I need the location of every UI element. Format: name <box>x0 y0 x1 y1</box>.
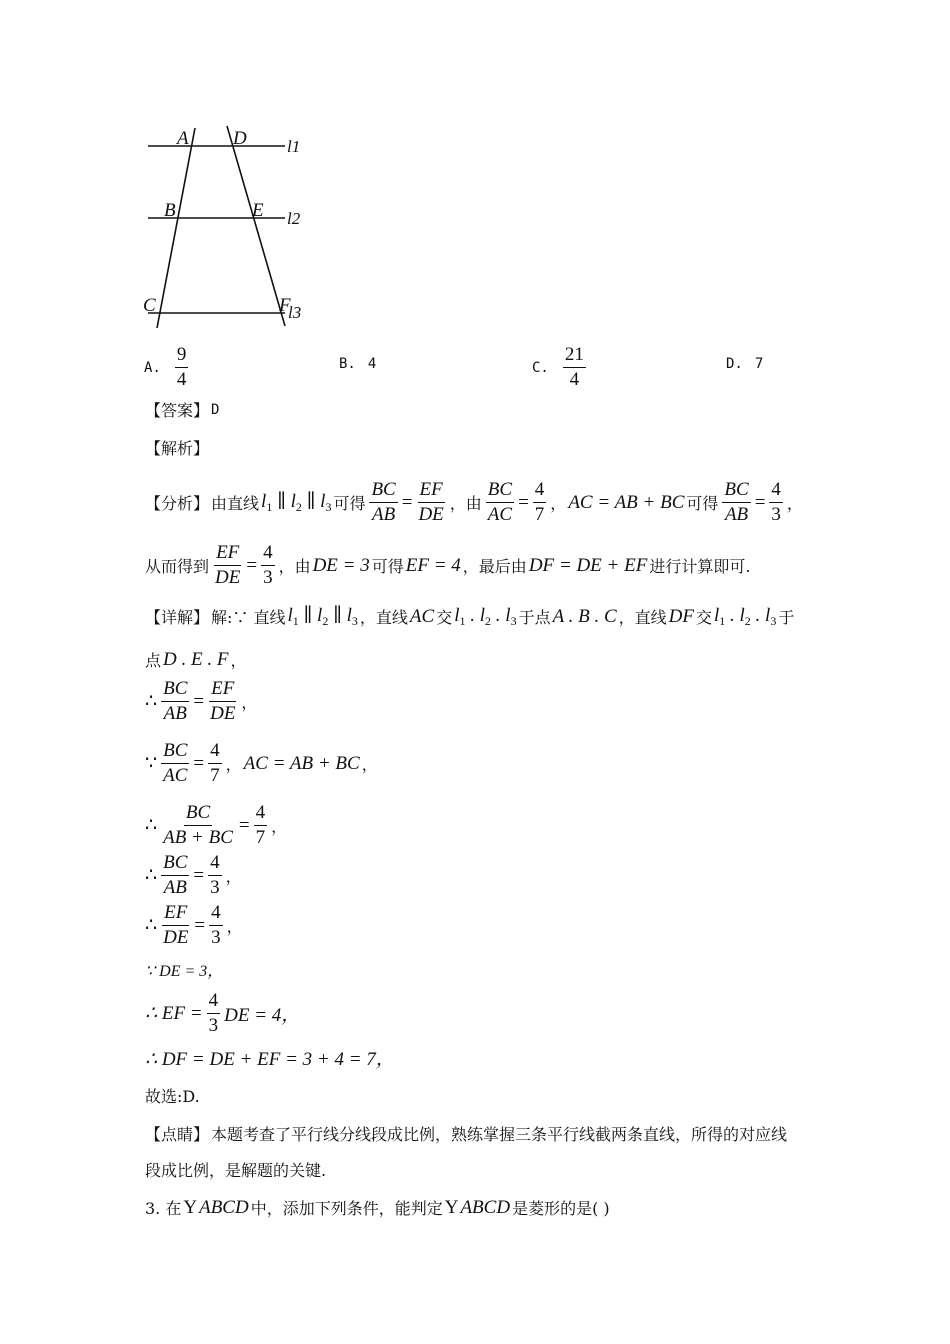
fenxi-ac-eq: AC = AB + BC <box>568 491 685 513</box>
step-8 <box>145 1044 395 1071</box>
frac-4-3: $\frac{4}{3}$ <box>771 479 781 525</box>
q3-text: 3. 在 <box>145 1199 182 1218</box>
detail-line-1 <box>145 604 794 629</box>
frac-4-3-2: $\frac{4}{3}$ <box>263 542 273 588</box>
q3-abcd-2: ABCD <box>460 1196 511 1218</box>
option-c-den: 4 <box>569 369 580 390</box>
step-9 <box>145 1084 200 1107</box>
detail-text-6: 交 <box>695 608 712 627</box>
step-2-tail: AC = AB + BC <box>243 752 360 774</box>
fenxi-parallel: $l_1$ ∥ $l_2$ ∥ $l_3$ <box>261 491 332 514</box>
fenxi-label: 【分析】 <box>145 494 210 513</box>
parallelogram-symbol-2: Y <box>444 1196 459 1218</box>
label-l3: l3 <box>288 303 302 322</box>
detail-df: DF <box>668 605 694 627</box>
option-c[interactable] <box>532 344 588 391</box>
step-4-prefix: ∴ <box>145 865 158 886</box>
fenxi-text-6: ， <box>786 494 803 513</box>
detail-lines-1: $l_1$ . $l_2$ . $l_3$ <box>454 604 517 628</box>
step-9-text: 故选:D. <box>145 1087 200 1106</box>
option-a-num: 9 <box>175 344 189 368</box>
question-3 <box>145 1196 610 1219</box>
step-3-prefix: ∴ <box>145 815 158 836</box>
step-6-text: ∵ DE = 3， <box>145 963 224 980</box>
parallelogram-symbol: Y <box>183 1196 198 1218</box>
analysis-label: 【解析】 <box>145 439 210 458</box>
label-f: F <box>279 295 291 316</box>
fenxi-text-4: ， <box>550 494 567 513</box>
detail-line-2: 点 D . E . F ， <box>145 648 247 670</box>
q3-abcd-1: ABCD <box>199 1196 249 1218</box>
step-7-tail: DE = 4， <box>224 1005 301 1026</box>
answer-line <box>145 398 219 421</box>
label-a: A <box>177 128 189 149</box>
fenxi-text-9: 可得 <box>371 557 404 576</box>
option-b-value: 4 <box>367 356 377 372</box>
option-a-letter: A. <box>144 359 161 376</box>
answer-value: D <box>211 401 220 418</box>
label-l1: l1 <box>287 137 301 156</box>
comment-text-1: 本题考查了平行线分线段成比例，熟练掌握三条平行线截两条直线，所得的对应线 <box>211 1125 788 1144</box>
detail-text-3: 交 <box>436 608 453 627</box>
detail-text-4: 于点 <box>518 608 551 627</box>
step-7-prefix: ∴ EF = <box>145 1003 203 1024</box>
analysis-label-line <box>145 436 209 459</box>
option-a[interactable] <box>144 344 190 391</box>
option-d-letter: D. <box>726 356 743 372</box>
fenxi-text-8: ，由 <box>278 557 311 576</box>
label-l2: l2 <box>287 209 301 228</box>
label-b: B <box>164 200 176 221</box>
option-c-num: 21 <box>563 344 586 368</box>
detail-label: 【详解】 <box>145 608 210 627</box>
frac-ef-de-2: $\frac{EF}{DE}$ <box>215 542 241 588</box>
fenxi-text-11: 进行计算即可. <box>649 557 751 576</box>
fenxi-text-1: 由直线 <box>211 494 260 513</box>
q3-tail: 是菱形的是( ) <box>512 1199 610 1218</box>
frac-4-7: $\frac{4}{7}$ <box>534 479 545 525</box>
q3-mid: 中，添加下列条件，能判定 <box>250 1199 443 1218</box>
fenxi-text-7: 从而得到 <box>145 557 210 576</box>
answer-label: 【答案】 <box>145 401 210 420</box>
step-3-den: AB + BC <box>163 827 233 848</box>
option-c-letter: C. <box>532 359 549 376</box>
step-1: ∴ $\frac{BC}{AB}$ = $\frac{EF}{DE}$ ， <box>145 678 258 724</box>
step-5-prefix: ∴ <box>145 915 158 936</box>
detail-text-8: 点 <box>145 651 162 670</box>
frac-ef-de: $\frac{EF}{DE}$ <box>418 479 444 525</box>
detail-pts-2: D . E . F <box>163 648 229 670</box>
step-8-text: ∴ DF = DE + EF = 3 + 4 = 7， <box>145 1049 395 1070</box>
frac-bc-ab-2: $\frac{BC}{AB}$ <box>724 479 749 525</box>
label-c: C <box>143 295 156 316</box>
detail-pts-1: A . B . C <box>552 605 617 627</box>
fenxi-text-2: 可得 <box>333 494 366 513</box>
step-4: ∴ $\frac{BC}{AB}$ = $\frac{4}{3}$ ， <box>145 852 242 898</box>
detail-text-7: 于 <box>778 608 795 627</box>
comment-text-2: 段成比例，是解题的关键. <box>145 1161 327 1180</box>
frac-bc-ab: $\frac{BC}{AB}$ <box>371 479 396 525</box>
detail-lines-2: $l_1$ . $l_2$ . $l_3$ <box>713 604 777 628</box>
fenxi-text-5: 可得 <box>686 494 719 513</box>
step-1-prefix: ∴ <box>145 691 158 712</box>
detail-text-5: ，直线 <box>618 608 667 627</box>
line-df <box>227 126 285 326</box>
detail-text-1: 解:∵ 直线 <box>211 608 286 627</box>
option-a-den: 4 <box>176 369 187 390</box>
comment-label: 【点睛】 <box>145 1125 210 1144</box>
comment-line-2 <box>145 1158 326 1181</box>
label-e: E <box>252 200 264 221</box>
fenxi-df-eq: DF = DE + EF <box>528 554 648 576</box>
detail-ac: AC <box>409 605 435 627</box>
fenxi-line-2: 从而得到 $\frac{EF}{DE}$ = $\frac{4}{3}$ ，由 DE = 3 可得 EF = 4 ，最后由 DF = DE + EF 进行计算即可. <box>145 542 751 588</box>
step-7: ∴ EF = $\frac{4}{3}$ DE = 4， <box>145 990 301 1036</box>
fenxi-de3: DE = 3 <box>312 554 370 576</box>
option-d[interactable] <box>726 356 763 372</box>
fenxi-text-10: ，最后由 <box>462 557 527 576</box>
option-b[interactable] <box>339 356 376 372</box>
fenxi-text-3: ，由 <box>449 494 482 513</box>
option-d-value: 7 <box>754 356 764 372</box>
step-2: ∵ $\frac{BC}{AC}$ = $\frac{4}{7}$ ， AC = AB + BC ， <box>145 740 378 786</box>
step-2-prefix: ∵ <box>145 753 158 774</box>
detail-parallel: $l_1$ ∥ $l_2$ ∥ $l_3$ <box>287 605 358 628</box>
step-6 <box>145 958 223 981</box>
parallel-lines-figure <box>135 118 325 333</box>
detail-text-2: ，直线 <box>359 608 408 627</box>
step-5: ∴ $\frac{EF}{DE}$ = $\frac{4}{3}$ ， <box>145 902 243 948</box>
label-d: D <box>233 128 247 149</box>
step-3: ∴ $\frac{BC}{AB + BC}$ = $\frac{4}{7}$ ， <box>145 802 288 848</box>
comment-line-1 <box>145 1122 787 1145</box>
option-b-letter: B. <box>339 356 356 372</box>
fenxi-ef4: EF = 4 <box>405 554 461 576</box>
line-ac <box>157 128 195 328</box>
frac-bc-ac: $\frac{BC}{AC}$ <box>487 479 513 525</box>
fenxi-line-1: 【分析】 由直线 $l_1$ ∥ $l_2$ ∥ $l_3$ 可得 $\frac{BC}{AB}$ = $\frac{EF}{DE}$ ，由 $\frac{BC}{AC}$ = $\frac{4}{7}$ ， AC = AB + BC 可得 $\frac{BC}{AB}$ = $\frac{4}{3}$ ， <box>145 479 803 525</box>
